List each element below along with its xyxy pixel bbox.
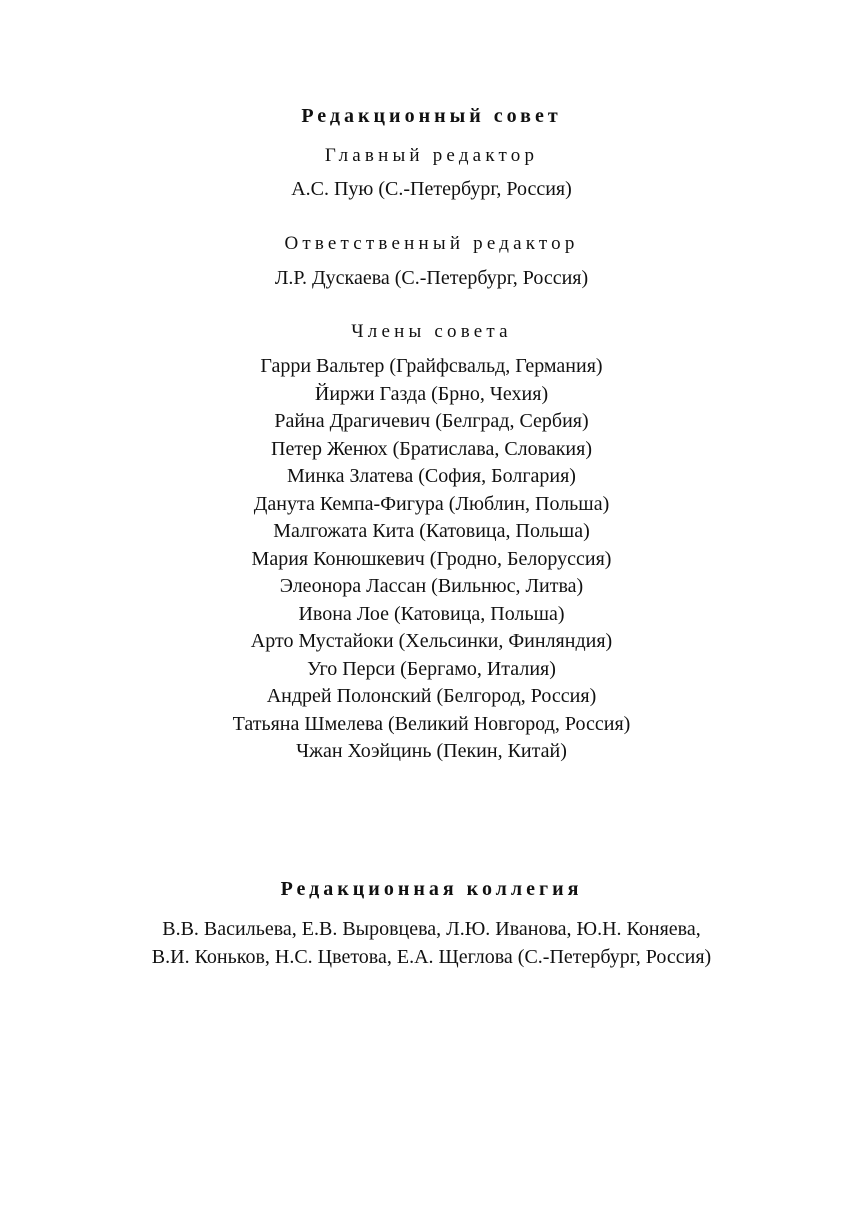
chief-editor-name: А.С. Пую (С.-Петербург, Россия)	[291, 178, 572, 200]
executive-editor-heading: Ответственный редактор	[284, 233, 579, 254]
council-member: Чжан Хоэйцинь (Пекин, Китай)	[296, 740, 567, 762]
council-member: Райна Драгичевич (Белград, Сербия)	[274, 410, 589, 432]
editorial-council-title: Редакционный совет	[301, 105, 562, 127]
council-member: Андрей Полонский (Белгород, Россия)	[266, 685, 597, 707]
council-member: Данута Кемпа-Фигура (Люблин, Польша)	[253, 492, 610, 515]
council-member: Уго Перси (Бергамо, Италия)	[307, 657, 556, 680]
council-members-heading: Члены совета	[351, 321, 512, 342]
council-member: Йиржи Газда (Брно, Чехия)	[314, 382, 549, 405]
council-member: Элеонора Лассан (Вильнюс, Литва)	[279, 575, 584, 597]
chief-editor-heading: Главный редактор	[324, 145, 539, 166]
editorial-board-title: Редакционная коллегия	[280, 878, 583, 900]
council-member: Минка Златева (София, Болгария)	[287, 465, 576, 487]
council-member: Ивона Лое (Катовица, Польша)	[298, 602, 565, 625]
editorial-board-line: В.И. Коньков, Н.С. Цветова, Е.А. Щеглова (С.-Петербург, Россия)	[151, 946, 712, 968]
council-members-list	[0, 353, 863, 766]
council-member: Арто Мустайоки (Хельсинки, Финляндия)	[250, 630, 613, 652]
council-member: Малгожата Кита (Катовица, Польша)	[273, 520, 590, 542]
editorial-board-line: В.В. Васильева, Е.В. Выровцева, Л.Ю. Иванова, Ю.Н. Коняева,	[162, 918, 701, 940]
executive-editor-name: Л.Р. Дускаева (С.-Петербург, Россия)	[274, 267, 589, 289]
council-member: Мария Конюшкевич (Гродно, Белоруссия)	[251, 547, 612, 570]
council-member: Гарри Вальтер (Грайфсвальд, Германия)	[260, 355, 603, 377]
editorial-board-members	[0, 915, 863, 971]
council-member: Петер Женюх (Братислава, Словакия)	[271, 437, 592, 460]
council-member: Татьяна Шмелева (Великий Новгород, Россия)	[232, 712, 631, 735]
